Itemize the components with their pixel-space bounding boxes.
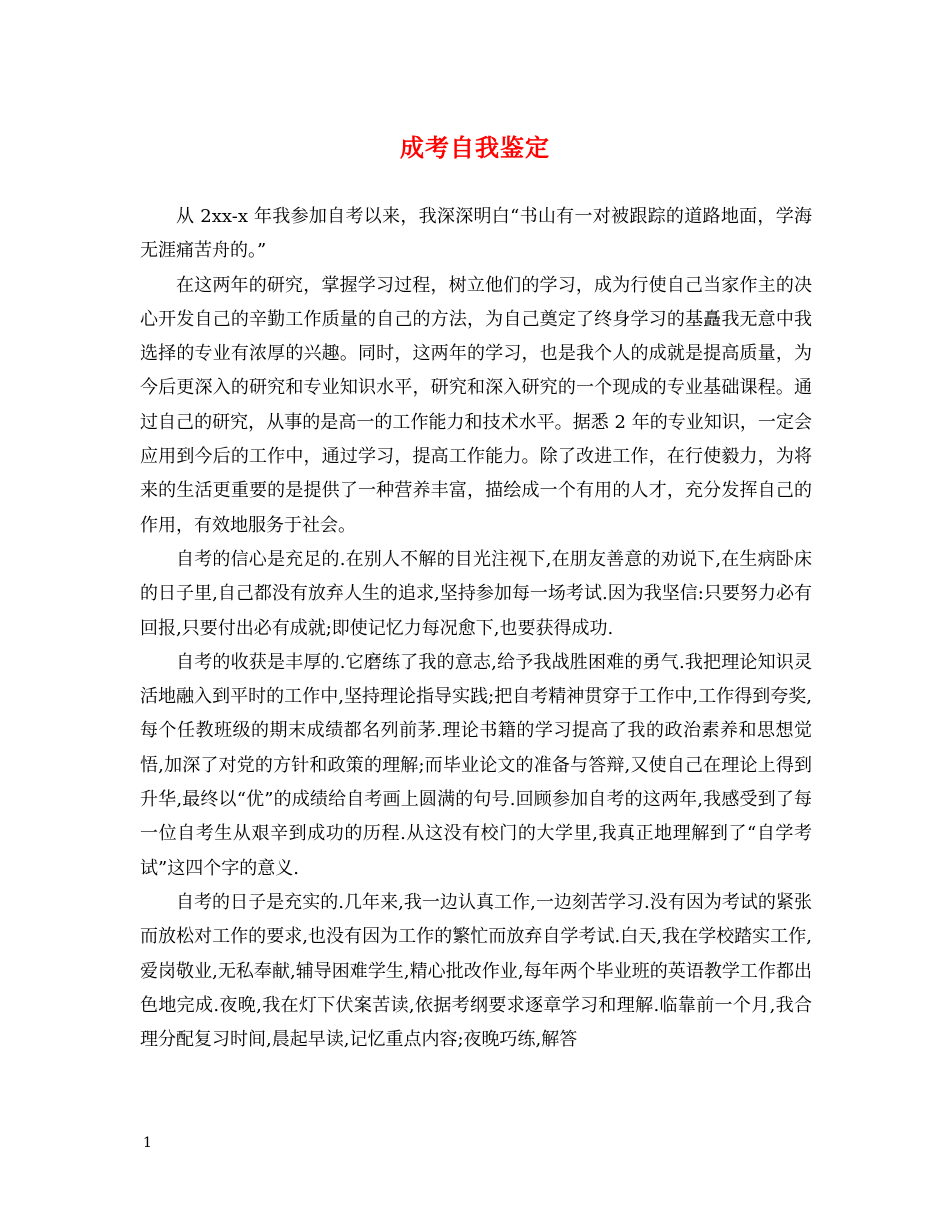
paragraph-1: 从 2xx-x 年我参加自考以来，我深深明白“书山有一对被跟踪的道路地面，学海无涯痛苦舟的。”: [140, 206, 812, 262]
page-number: 1: [143, 1135, 152, 1151]
document-title: 成考自我鉴定: [400, 133, 550, 162]
paragraph-2: 在这两年的研究，掌握学习过程，树立他们的学习，成为行使自己当家作主的决心开发自己的辛勤工作质量的自己的方法，为自己奠定了终身学习的基矗我无意中我选择的专业有浓厚的兴趣。同时，这两年的学习，也是我个人的成就是提高质量，为今后更深入的研究和专业知识水平，研究和深入研究的一个现成的专业基础课程。通过自己的研究，从事的是高一的工作能力和技术水平。据悉 2 年的专业知识，一定会应用到今后的工作中，通过学习，提高工作能力。除了改进工作，在行使毅力，为将来的生活更重要的是提供了一种营养丰富，描绘成一个有用的人才，充分发挥自己的作用，有效地服务于社会。: [140, 274, 812, 536]
document-body: [140, 200, 812, 1057]
paragraph-5: 自考的日子是充实的.几年来,我一边认真工作,一边刻苦学习.没有因为考试的紧张而放松对工作的要求,也没有因为工作的繁忙而放弃自学考试.白天,我在学校踏实工作,爱岗敬业,无私奉献,辅导困难学生,精心批改作业,每年两个毕业班的英语教学工作都出色地完成.夜晚,我在灯下伏案苦读,依据考纲要求逐章学习和理解.临靠前一个月,我合理分配复习时间,晨起早读,记忆重点内容;夜晚巧练,解答: [140, 891, 812, 1051]
paragraph-4: 自考的收获是丰厚的.它磨练了我的意志,给予我战胜困难的勇气.我把理论知识灵活地融入到平时的工作中,坚持理论指导实践;把自考精神贯穿于工作中,工作得到夸奖,每个任教班级的期末成绩都名列前茅.理论书籍的学习提高了我的政治素养和思想觉悟,加深了对党的方针和政策的理解;而毕业论文的准备与答辩,又使自己在理论上得到升华,最终以“优”的成绩给自考画上圆满的句号.回顾参加自考的这两年,我感受到了每一位自考生从艰辛到成功的历程.从这没有校门的大学里,我真正地理解到了“自学考试”这四个字的意义.: [140, 651, 812, 879]
paragraph-3: 自考的信心是充足的.在别人不解的目光注视下,在朋友善意的劝说下,在生病卧床的日子里,自己都没有放弃人生的追求,坚持参加每一场考试.因为我坚信:只要努力必有回报,只要付出必有成就;即使记忆力每况愈下,也要获得成功.: [140, 548, 812, 639]
